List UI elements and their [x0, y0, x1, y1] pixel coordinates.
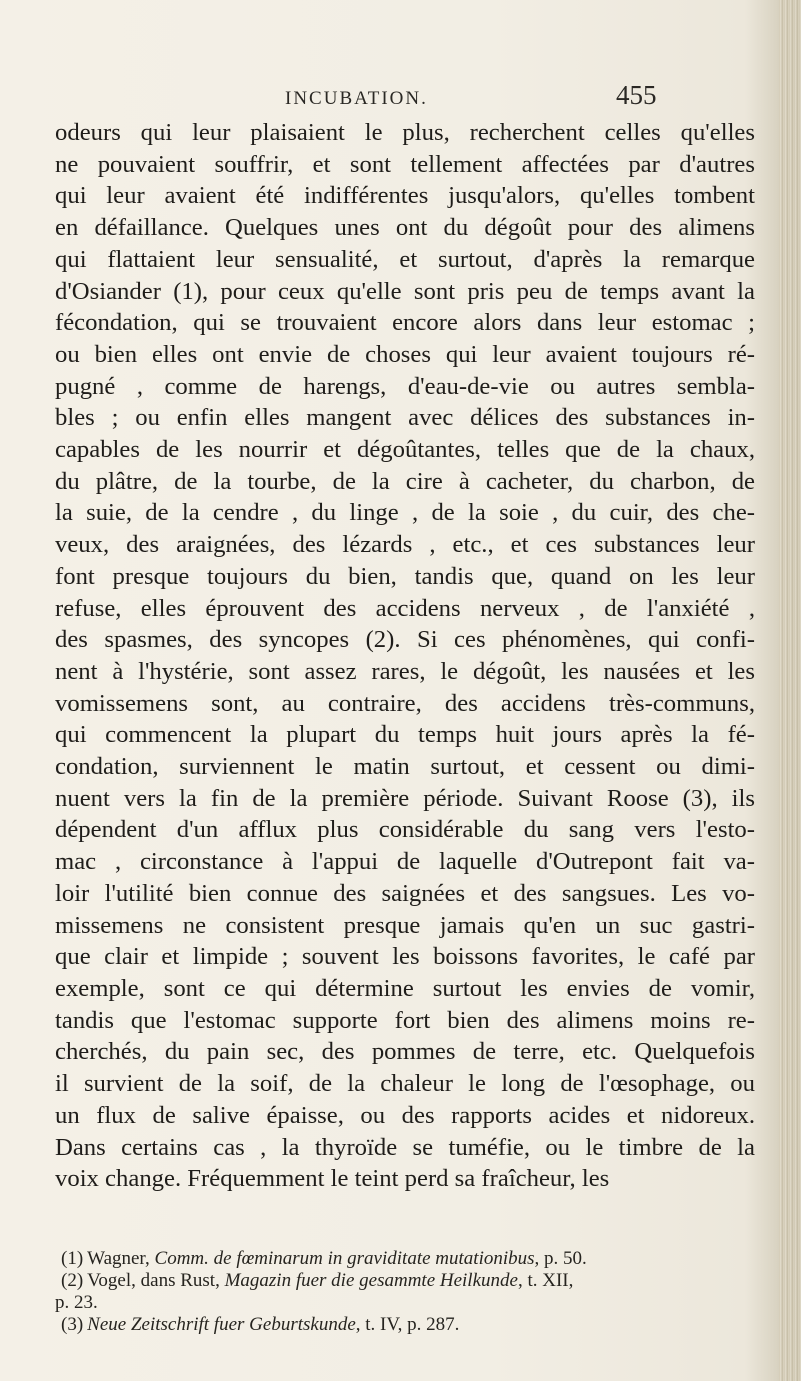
text-line: refuse, elles éprouvent des accidens nerveux , de l'anxiété , [55, 594, 755, 622]
text-line: fécondation, qui se trouvaient encore alors dans leur estomac ; [55, 309, 755, 337]
text-line: la suie, de la cendre , du linge , de la soie , du cuir, des che- [55, 499, 755, 527]
text-line: ou bien elles ont envie de choses qui leur avaient toujours ré- [55, 340, 755, 368]
text-line: vomissemens sont, au contraire, des accidens très-communs, [55, 689, 755, 717]
footnote-title: Comm. de fœminarum in graviditate mutationibus [154, 1248, 535, 1269]
text-line: ne pouvaient souffrir, et sont tellement affectées par d'autres [55, 150, 755, 178]
footnote-mark: (3) [61, 1314, 84, 1335]
text-line: font presque toujours du bien, tandis que, quand on les leur [55, 562, 755, 590]
text-line: tandis que l'estomac supporte fort bien des alimens moins re- [55, 1006, 755, 1034]
text-line: qui commencent la plupart du temps huit jours après la fé- [55, 721, 755, 749]
text-line: condation, surviennent le matin surtout, et cessent ou dimi- [55, 753, 755, 781]
text-line: Dans certains cas , la thyroïde se tuméfie, ou le timbre de la [55, 1133, 755, 1161]
page-edge-shadow [779, 0, 801, 1381]
text-line: veux, des araignées, des lézards , etc., et ces substances leur [55, 531, 755, 559]
running-head [60, 80, 660, 116]
text-line: odeurs qui leur plaisaient le plus, recherchent celles qu'elles [55, 119, 755, 146]
text-line: pugné , comme de harengs, d'eau-de-vie ou autres sembla- [55, 372, 755, 400]
text-line: qui flattaient leur sensualité, et surtout, d'après la remarque [55, 245, 755, 273]
text-line: des spasmes, des syncopes (2). Si ces phénomènes, qui confi- [55, 626, 755, 654]
text-line: bles ; ou enfin elles mangent avec délices des substances in- [55, 404, 755, 432]
footnotes [55, 1248, 755, 1336]
text-line: missemens ne consistent presque jamais qu'en un suc gastri- [55, 911, 755, 939]
text-line: dépendent d'un afflux plus considérable du sang vers l'esto- [55, 816, 755, 844]
running-title: INCUBATION. [285, 88, 428, 109]
text-line: capables de les nourrir et dégoûtantes, telles que de la chaux, [55, 436, 755, 464]
footnote-line [55, 1292, 755, 1314]
footnote-mark: (1) [61, 1248, 84, 1269]
text-line: un flux de salive épaisse, ou des rapports acides et nidoreux. [55, 1101, 755, 1129]
text-line: nuent vers la fin de la première période. Suivant Roose (3), ils [55, 784, 755, 812]
text-line: en défaillance. Quelques unes ont du dégoût pour des alimens [55, 214, 755, 242]
footnote-title: Neue Zeitschrift fuer Geburtskunde [87, 1314, 356, 1335]
page-number: 455 [616, 80, 657, 110]
text-line: exemple, sont ce qui détermine surtout les envies de vomir, [55, 974, 755, 1002]
text-line: du plâtre, de la tourbe, de la cire à cacheter, du charbon, de [55, 467, 755, 495]
footnote-line [55, 1248, 755, 1270]
text-line: qui leur avaient été indifférentes jusqu'alors, qu'elles tombent [55, 182, 755, 210]
text-line: loir l'utilité bien connue des saignées et des sangsues. Les vo- [55, 879, 755, 907]
footnote-line [55, 1314, 755, 1336]
footnote-title: Magazin fuer die gesammte Heilkunde [224, 1270, 518, 1291]
footnote-text: Vogel, dans Rust, [87, 1270, 225, 1291]
footnote-text: Wagner, [87, 1248, 155, 1269]
text-line: d'Osiander (1), pour ceux qu'elle sont pris peu de temps avant la [55, 277, 755, 305]
text-line: mac , circonstance à l'appui de laquelle d'Outrepont fait va- [55, 848, 755, 876]
text-line: cherchés, du pain sec, des pommes de terre, etc. Quelquefois [55, 1038, 755, 1066]
footnote-mark: (2) [61, 1270, 84, 1291]
footnote-text: , t. XII, [517, 1270, 574, 1291]
text-line: nent à l'hystérie, sont assez rares, le dégoût, les nausées et les [55, 657, 755, 685]
footnote-text: , p. 50. [534, 1248, 587, 1269]
body-text [55, 117, 755, 1195]
text-line: il survient de la soif, de la chaleur le long de l'œsophage, ou [55, 1070, 755, 1098]
footnote-text: , t. IV, p. 287. [355, 1314, 460, 1335]
footnote-text: p. 23. [55, 1292, 98, 1313]
footnote-line [55, 1270, 755, 1292]
text-line: voix change. Fréquemment le teint perd sa fraîcheur, les [55, 1165, 610, 1193]
text-line: que clair et limpide ; souvent les boissons favorites, le café par [55, 943, 755, 971]
